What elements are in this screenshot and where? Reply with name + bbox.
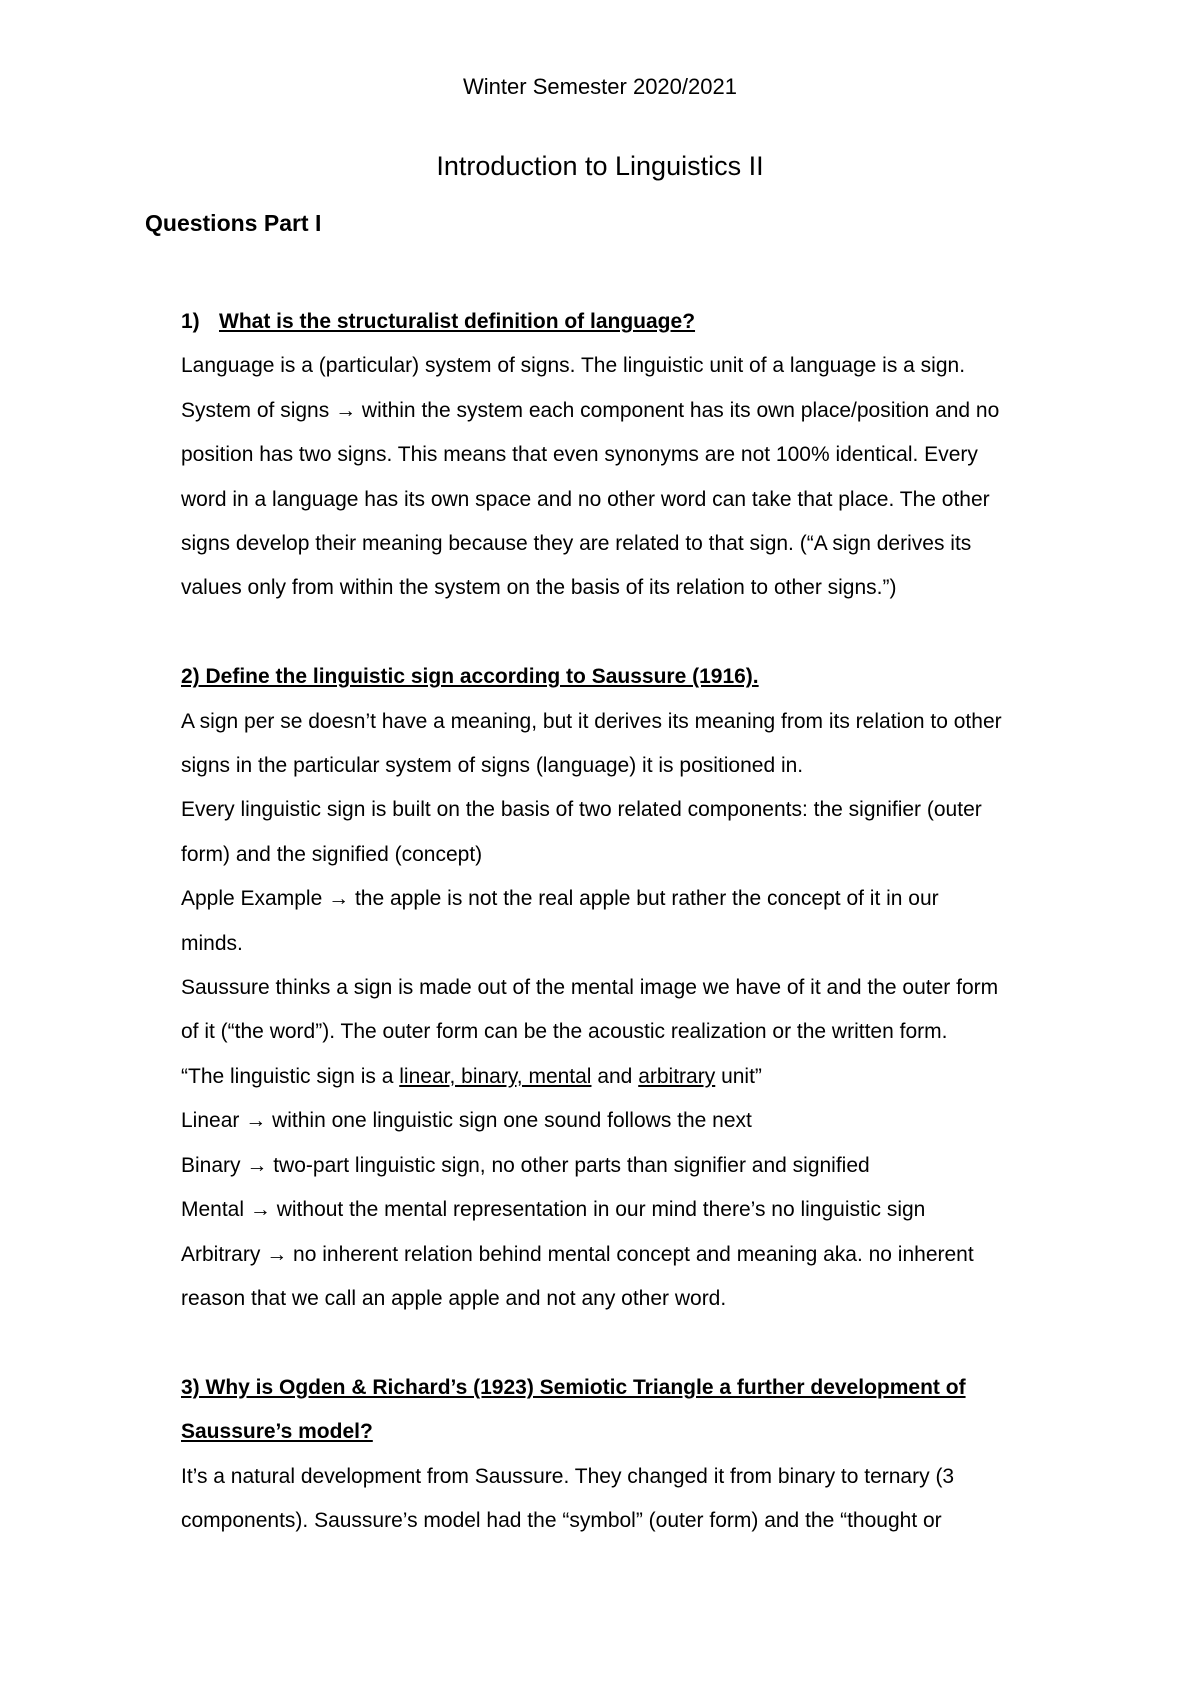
answer-2-line-5: Apple Example → the apple is not the real apple but rather the concept of it in our	[181, 887, 939, 911]
answer-2-line-4: form) and the signified (concept)	[181, 842, 483, 866]
answer-2-quote: “The linguistic sign is a linear, binary, mental and arbitrary unit”	[181, 1064, 762, 1088]
arrow-icon: →	[245, 1109, 267, 1133]
part-heading: Questions Part I	[145, 210, 322, 236]
question-1-heading	[181, 300, 1081, 344]
property-mental: Mental → without the mental representation in our mind there’s no linguistic sign	[181, 1198, 926, 1222]
answer-1-line-5: signs develop their meaning because they are related to that sign. (“A sign derives its	[181, 532, 972, 556]
answer-1-line-1: Language is a (particular) system of signs. The linguistic unit of a language is a sign.	[181, 354, 966, 378]
property-linear: Linear → within one linguistic sign one sound follows the next	[181, 1109, 752, 1133]
arrow-icon: →	[335, 398, 357, 422]
answer-2-line-8: of it (“the word”). The outer form can be the acoustic realization or the written form.	[181, 1020, 948, 1044]
arrow-icon: →	[266, 1242, 288, 1266]
answer-2-line-2: signs in the particular system of signs (language) it is positioned in.	[181, 754, 804, 778]
answer-3-line-1: It’s a natural development from Saussure. They changed it from binary to ternary (3	[181, 1464, 955, 1488]
document-title: Introduction to Linguistics II	[436, 151, 764, 181]
answer-2-line-7: Saussure thinks a sign is made out of the mental image we have of it and the outer form	[181, 976, 999, 1000]
question-2-heading: 2) Define the linguistic sign according to Saussure (1916).	[181, 665, 759, 689]
answer-1-line-6: values only from within the system on the basis of its relation to other signs.”)	[181, 576, 897, 600]
document-body	[181, 300, 1081, 1543]
page-header: Winter Semester 2020/2021	[463, 74, 737, 99]
answer-2-line-3: Every linguistic sign is built on the basis of two related components: the signifier (outer	[181, 798, 982, 822]
arrow-icon: →	[249, 1198, 271, 1222]
arrow-icon: →	[328, 887, 350, 911]
answer-2-line-1: A sign per se doesn’t have a meaning, but it derives its meaning from its relation to other	[181, 709, 1002, 733]
answer-1-line-3: position has two signs. This means that even synonyms are not 100% identical. Every	[181, 443, 978, 467]
question-3-heading-line-2: Saussure’s model?	[181, 1420, 373, 1444]
answer-2-last-line: reason that we call an apple apple and not any other word.	[181, 1286, 727, 1310]
property-arbitrary: Arbitrary → no inherent relation behind mental concept and meaning aka. no inherent	[181, 1242, 974, 1266]
question-3-heading-line-1: 3) Why is Ogden & Richard’s (1923) Semiotic Triangle a further development of	[181, 1375, 966, 1399]
answer-3-line-2: components). Saussure’s model had the “symbol” (outer form) and the “thought or	[181, 1508, 942, 1532]
answer-1-line-4: word in a language has its own space and no other word can take that place. The other	[181, 487, 990, 511]
paragraph-gap	[181, 1321, 1081, 1365]
property-binary: Binary → two-part linguistic sign, no other parts than signifier and signified	[181, 1153, 870, 1177]
answer-1-line-2: System of signs → within the system each component has its own place/position and no	[181, 398, 1000, 422]
question-1-number: 1)	[181, 310, 200, 333]
arrow-icon: →	[246, 1153, 268, 1177]
answer-2-line-6: minds.	[181, 931, 243, 955]
question-1-text: What is the structuralist definition of language?	[219, 310, 696, 333]
paragraph-gap	[181, 611, 1081, 655]
